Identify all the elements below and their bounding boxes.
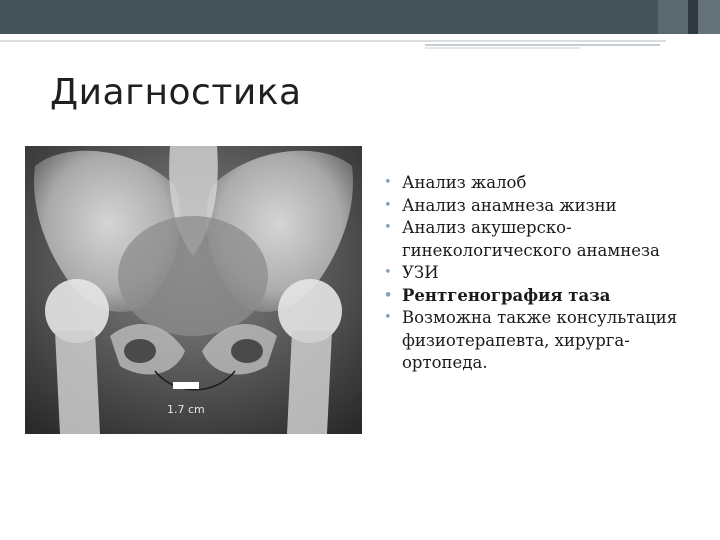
bullet-item [380, 307, 700, 375]
decorative-line [425, 44, 660, 46]
bullet-item [380, 172, 700, 195]
bullet-list [380, 172, 700, 375]
band-stripe [658, 0, 688, 34]
slide-title: Диагностика [50, 72, 302, 113]
bullet-item [380, 262, 700, 285]
bullet-item [380, 195, 700, 218]
band-stripe [688, 0, 698, 34]
bullet-item [380, 217, 700, 262]
bullet-marker-icon: • [384, 310, 392, 325]
xray-drawing [25, 146, 362, 434]
pelvis-xray-image [25, 146, 362, 434]
decorative-line [425, 47, 580, 49]
bullet-text: УЗИ [402, 263, 439, 282]
bullet-marker-icon: • [384, 197, 392, 213]
bullet-marker-icon: • [384, 175, 392, 190]
bullet-text: Анализ акушерско-гинекологического анамнеза [402, 218, 660, 260]
band-stripe [698, 0, 720, 34]
top-decorative-band [0, 0, 720, 34]
bullet-marker-icon: • [384, 265, 392, 280]
bullet-text: Рентгенография таза [402, 285, 611, 305]
bullet-text: Возможна также консультация физиотерапевта, хирурга-ортопеда. [402, 308, 678, 372]
bullet-text: Анализ анамнеза жизни [402, 195, 617, 215]
bullet-marker-icon: • [384, 220, 392, 235]
bullet-marker-icon: • [384, 287, 393, 303]
bullet-text: Анализ жалоб [402, 173, 527, 192]
scale-label: 1.7 cm [167, 403, 205, 416]
bullet-item [380, 285, 700, 308]
decorative-line [0, 40, 666, 42]
